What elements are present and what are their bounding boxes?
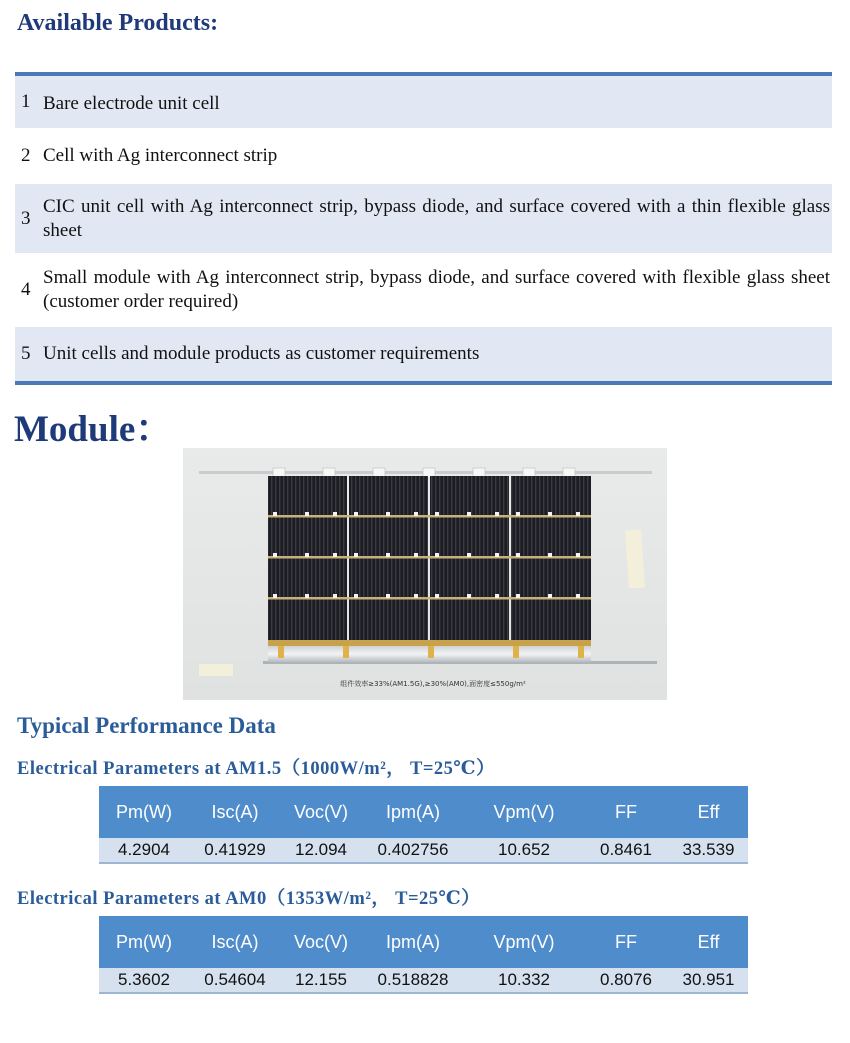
column-header: Pm(W) [99, 786, 189, 838]
item-number: 4 [21, 279, 31, 300]
item-number: 3 [21, 207, 31, 229]
table-cell: 0.518828 [361, 968, 465, 993]
photo-caption: 组件效率≥33%(AM1.5G),≥30%(AM0),面密度≤550g/m² [340, 680, 526, 688]
table-header-row [99, 786, 748, 838]
table-row [99, 838, 748, 863]
table-cell: 10.652 [465, 838, 583, 863]
table-cell: 0.8076 [583, 968, 669, 993]
list-item [15, 128, 832, 184]
item-number: 5 [21, 343, 31, 364]
module-photo [183, 448, 667, 700]
column-header: Vpm(V) [465, 916, 583, 968]
table-cell: 0.54604 [189, 968, 281, 993]
item-text: Small module with Ag interconnect strip, bypass diode, and surface covered with flexible glass sheet (customer order required) [43, 267, 830, 312]
column-header: Eff [669, 916, 748, 968]
table-row [99, 968, 748, 993]
module-heading: Module： [14, 409, 173, 450]
table-cell: 0.402756 [361, 838, 465, 863]
item-number: 1 [21, 91, 31, 112]
table-cell: 5.3602 [99, 968, 189, 993]
list-item [15, 327, 832, 381]
column-header: Pm(W) [99, 916, 189, 968]
item-text: CIC unit cell with Ag interconnect strip, bypass diode, and surface covered with a thin flexible glass sheet [43, 195, 830, 241]
column-header: FF [583, 916, 669, 968]
table-cell: 33.539 [669, 838, 748, 863]
column-header: Vpm(V) [465, 786, 583, 838]
list-item [15, 76, 832, 128]
am0-table [99, 916, 748, 994]
list-item [15, 184, 832, 253]
am15-heading: Electrical Parameters at AM1.5（1000W/m²， T=25℃） [17, 759, 496, 779]
column-header: Voc(V) [281, 916, 361, 968]
table-cell: 0.41929 [189, 838, 281, 863]
column-header: Eff [669, 786, 748, 838]
table-cell: 30.951 [669, 968, 748, 993]
item-text: Cell with Ag interconnect strip [43, 145, 278, 166]
table-header-row [99, 916, 748, 968]
table-cell: 0.8461 [583, 838, 669, 863]
column-header: FF [583, 786, 669, 838]
table-cell: 4.2904 [99, 838, 189, 863]
table-cell: 10.332 [465, 968, 583, 993]
am15-table [99, 786, 748, 864]
products-list [15, 72, 832, 385]
item-number: 2 [21, 145, 31, 166]
item-text: Unit cells and module products as customer requirements [43, 343, 480, 364]
column-header: Isc(A) [189, 916, 281, 968]
list-item [15, 253, 832, 327]
am0-heading: Electrical Parameters at AM0（1353W/m²， T=25℃） [17, 889, 481, 909]
column-header: Voc(V) [281, 786, 361, 838]
column-header: Isc(A) [189, 786, 281, 838]
item-text: Bare electrode unit cell [43, 93, 220, 114]
solar-module-image [183, 448, 667, 700]
performance-heading: Typical Performance Data [17, 713, 276, 738]
table-cell: 12.094 [281, 838, 361, 863]
column-header: Ipm(A) [361, 916, 465, 968]
column-header: Ipm(A) [361, 786, 465, 838]
available-products-heading: Available Products: [17, 10, 219, 36]
table-cell: 12.155 [281, 968, 361, 993]
